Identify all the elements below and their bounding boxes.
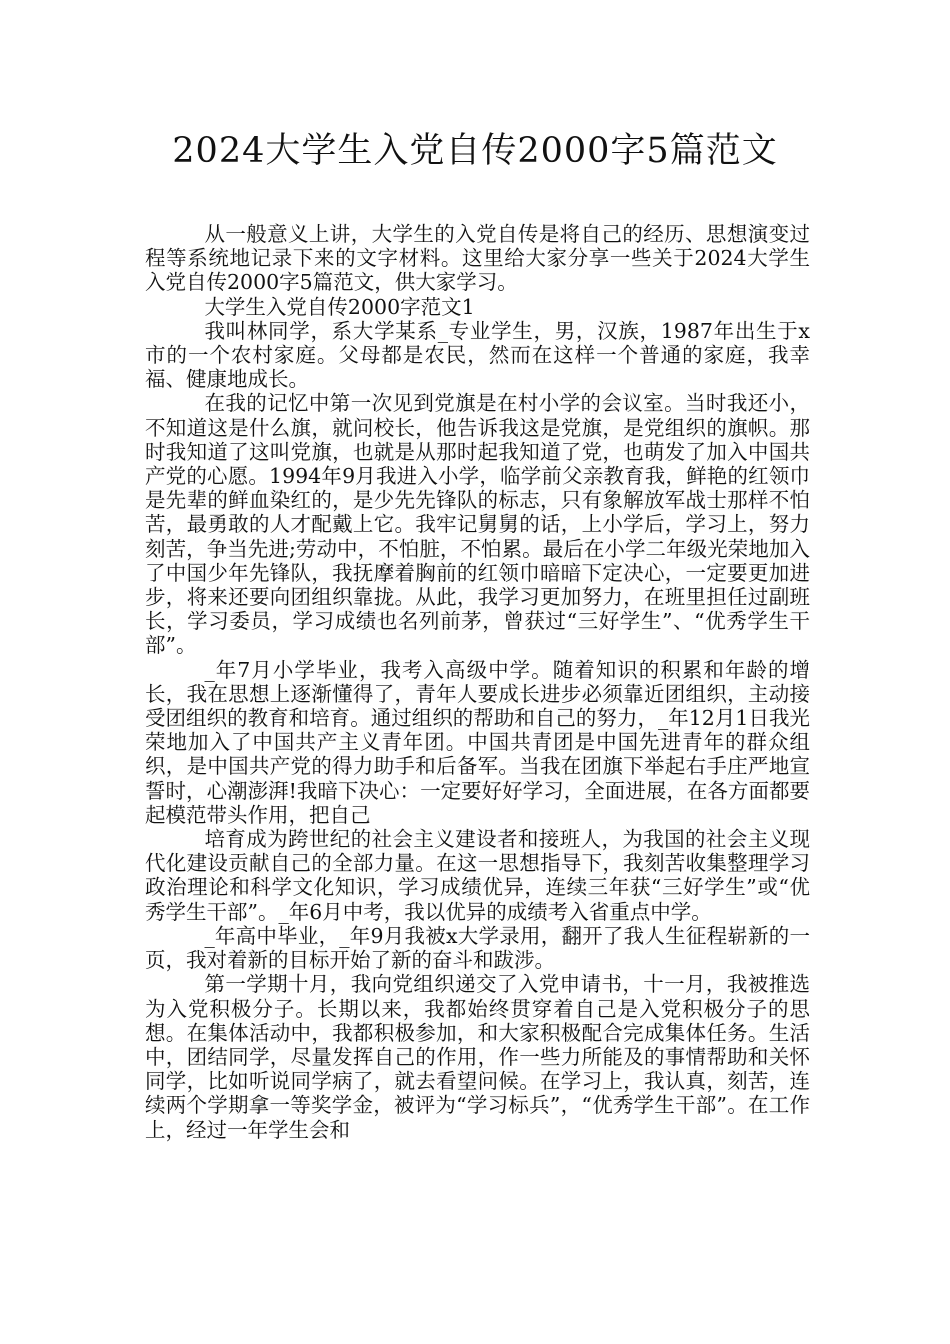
document-body [145,222,810,1142]
document-title: 2024大学生入党自传2000字5篇范文 [172,131,778,171]
body-paragraph: 第一学期十月，我向党组织递交了入党申请书，十一月，我被推选为入党积极分子。长期以来，我都始终贯穿着自己是入党积极分子的思想。在集体活动中，我都积极参加，和大家积极配合完成集体任务。生活中，团结同学，尽量发挥自己的作用，作一些力所能及的事情帮助和关怀同学，比如听说同学病了，就去看望问候。在学习上，我认真，刻苦，连续两个学期拿一等奖学金，被评为“学习标兵”，“优秀学生干部”。在工作上，经过一年学生会和 [145,972,810,1142]
body-paragraph: 培育成为跨世纪的社会主义建设者和接班人，为我国的社会主义现代化建设贡献自己的全部力量。在这一思想指导下，我刻苦收集整理学习政治理论和科学文化知识，学习成绩优异，连续三年获“三好学生”或“优秀学生干部”。_年6月中考，我以优异的成绩考入省重点中学。 [145,827,810,924]
body-paragraph: _年高中毕业，_年9月我被x大学录用，翻开了我人生征程崭新的一页，我对着新的目标开始了新的奋斗和跋涉。 [145,923,810,973]
body-paragraph: 我叫林同学，系大学某系_专业学生，男，汉族，1987年出生于x市的一个农村家庭。父母都是农民，然而在这样一个普通的家庭，我幸福、健康地成长。 [145,318,810,392]
intro-paragraph: 从一般意义上讲，大学生的入党自传是将自己的经历、思想演变过程等系统地记录下来的文字材料。这里给大家分享一些关于2024大学生入党自传2000字5篇范文，供大家学习。 [145,222,810,295]
body-paragraph: _年7月小学毕业，我考入高级中学。随着知识的积累和年龄的增长，我在思想上逐渐懂得了，青年人要成长进步必须靠近团组织，主动接受团组织的教育和培育。通过组织的帮助和自己的努力，_年12月1日我光荣地加入了中国共产主义青年团。中国共青团是中国先进青年的群众组织，是中国共产党的得力助手和后备军。当我在团旗下举起右手庄严地宣誓时，心潮澎湃!我暗下决心：一定要好好学习，全面进展，在各方面都要起模范带头作用，把自己 [145,657,810,827]
section-heading: 大学生入党自传2000字范文1 [204,294,475,319]
body-paragraph: 在我的记忆中第一次见到党旗是在村小学的会议室。当时我还小，不知道这是什么旗，就问校长，他告诉我这是党旗，是党组织的旗帜。那时我知道了这叫党旗，也就是从那时起我知道了党，也萌发了加入中国共产党的心愿。1994年9月我进入小学，临学前父亲教育我，鲜艳的红领巾是先辈的鲜血染红的，是少先先锋队的标志，只有象解放军战士那样不怕苦，最勇敢的人才配戴上它。我牢记舅舅的话，上小学后，学习上，努力刻苦，争当先进;劳动中，不怕脏，不怕累。最后在小学二年级光荣地加入了中国少年先锋队，我抚摩着胸前的红领巾暗暗下定决心，一定要更加进步，将来还要向团组织靠拢。从此，我学习更加努力，在班里担任过副班长，学习委员，学习成绩也名列前茅，曾获过“三好学生”、“优秀学生干部”。 [145,391,810,658]
